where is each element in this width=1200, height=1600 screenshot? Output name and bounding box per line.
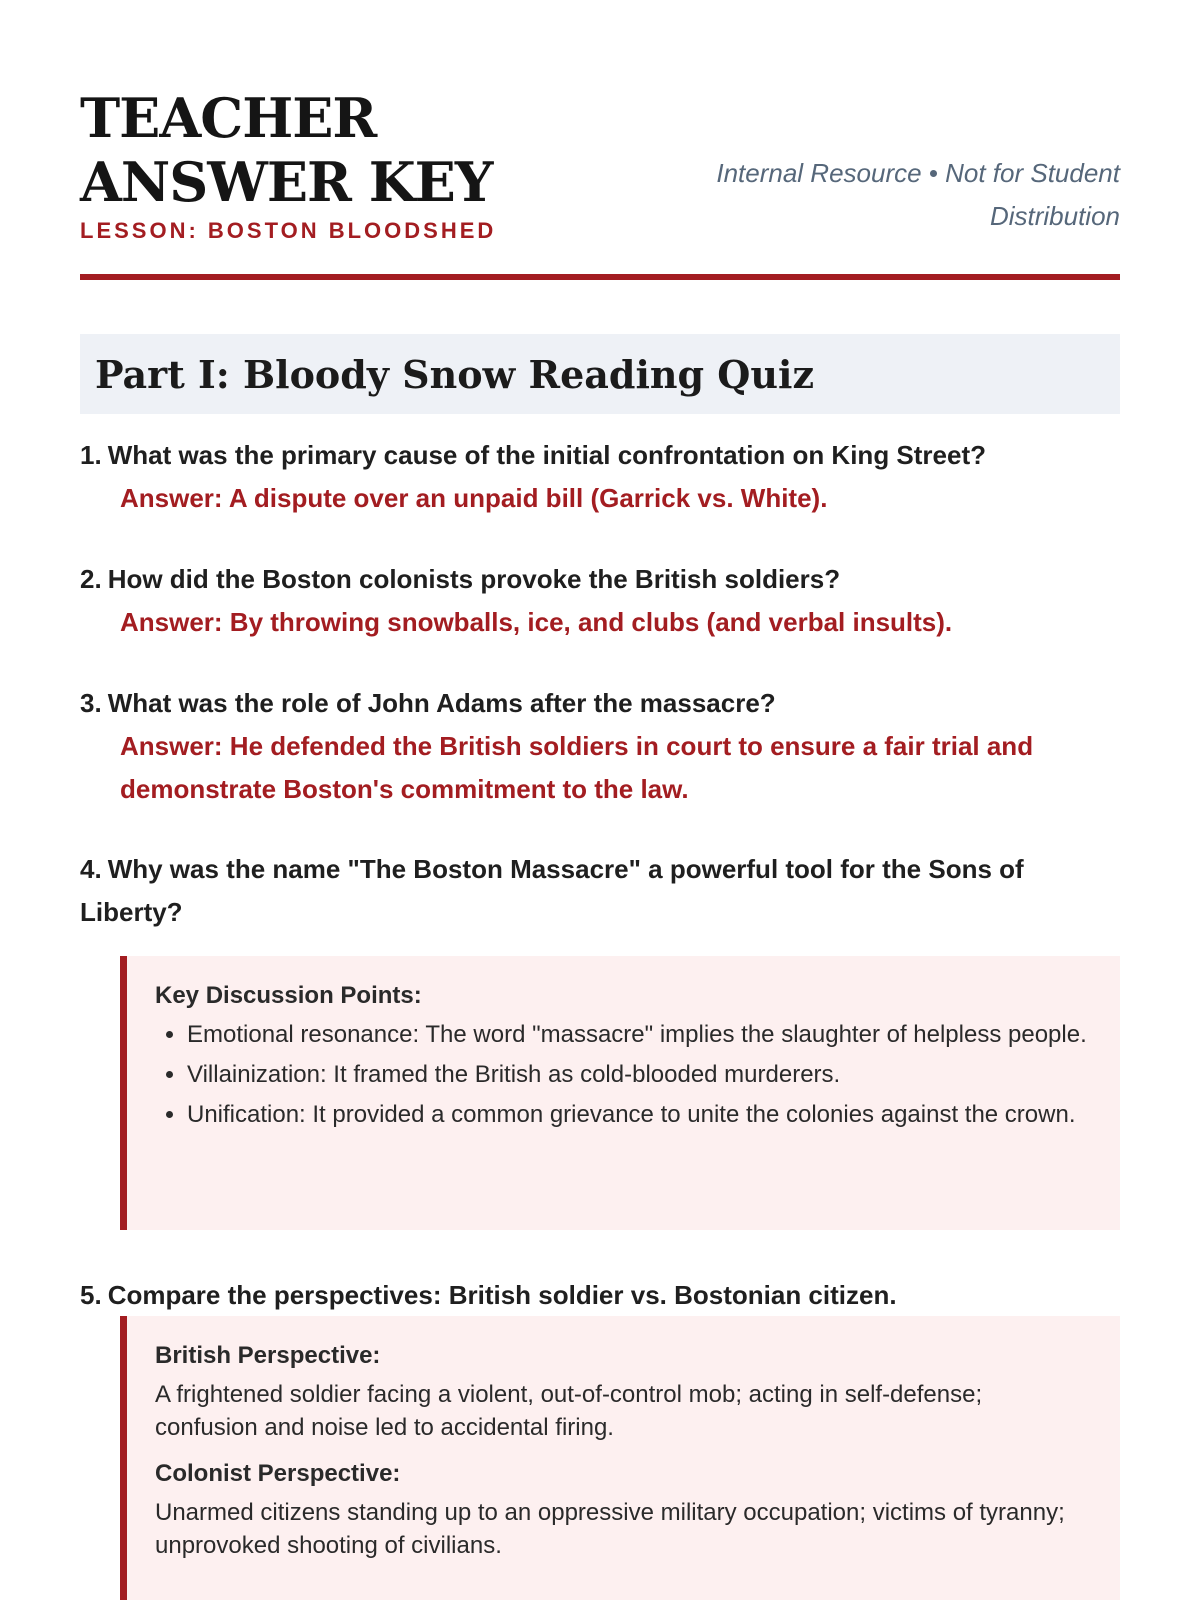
question-text [80,848,1120,934]
question-prompt: What was the role of John Adams after the massacre? [107,688,776,718]
british-text: A frightened soldier facing a violent, out-of-control mob; acting in self-defense; confusion and noise led to accidental firing. [155,1381,983,1441]
question-1 [80,434,1120,520]
page-header [80,86,1120,244]
question-text [80,682,1120,725]
colonist-text: Unarmed citizens standing up to an oppressive military occupation; victims of tyranny; unprovoked shooting of civilians. [155,1499,1065,1559]
question-prompt: How did the Boston colonists provoke the British soldiers? [107,564,841,594]
british-heading: British Perspective: [155,1342,381,1369]
question-number: 2. [80,564,102,594]
question-2 [80,558,1120,644]
lesson-subtitle: LESSON: BOSTON BLOODSHED [80,218,497,243]
answer-text: Answer: By throwing snowballs, ice, and clubs (and verbal insults). [120,607,953,637]
question-prompt: Why was the name "The Boston Massacre" a powerful tool for the Sons of Liberty? [80,854,1024,927]
question-4 [80,848,1120,934]
perspectives-box [120,1316,1120,1600]
section-title: Part I: Bloody Snow Reading Quiz [95,351,815,397]
box-heading: Key Discussion Points: [155,982,422,1009]
question-number: 4. [80,854,102,884]
answer-text: Answer: He defended the British soldiers in court to ensure a fair trial and demonstrate Boston's commitment to the law. [120,731,1034,804]
list-item: • Unification: It provided a common grievance to unite the colonies against the crown. [187,1098,1090,1131]
title-line-2: ANSWER KEY [80,150,493,214]
title-line-1: TEACHER [80,86,377,150]
question-number: 1. [80,440,102,470]
discussion-points-list [155,1018,1090,1131]
list-item: • Villainization: It framed the British as cold-blooded murderers. [187,1058,1090,1091]
answer-text: Answer: A dispute over an unpaid bill (Garrick vs. White). [120,483,828,513]
header-divider [80,274,1120,280]
question-prompt: What was the primary cause of the initial confrontation on King Street? [107,440,986,470]
question-text [80,434,1120,477]
list-item: • Emotional resonance: The word "massacre" implies the slaughter of helpless people. [187,1018,1090,1051]
question-text [80,558,1120,601]
question-5 [80,1274,1120,1317]
question-prompt: Compare the perspectives: British soldier vs. Bostonian citizen. [107,1280,897,1310]
discussion-points-box [120,956,1120,1230]
question-number: 5. [80,1280,102,1310]
colonist-heading: Colonist Perspective: [155,1460,401,1487]
title-block [80,86,496,244]
question-3 [80,682,1120,811]
question-number: 3. [80,688,102,718]
section-header [80,334,1120,414]
page-title [80,86,496,214]
question-text [80,1274,1120,1317]
distribution-note: Internal Resource • Not for Student Distribution [716,158,1120,231]
